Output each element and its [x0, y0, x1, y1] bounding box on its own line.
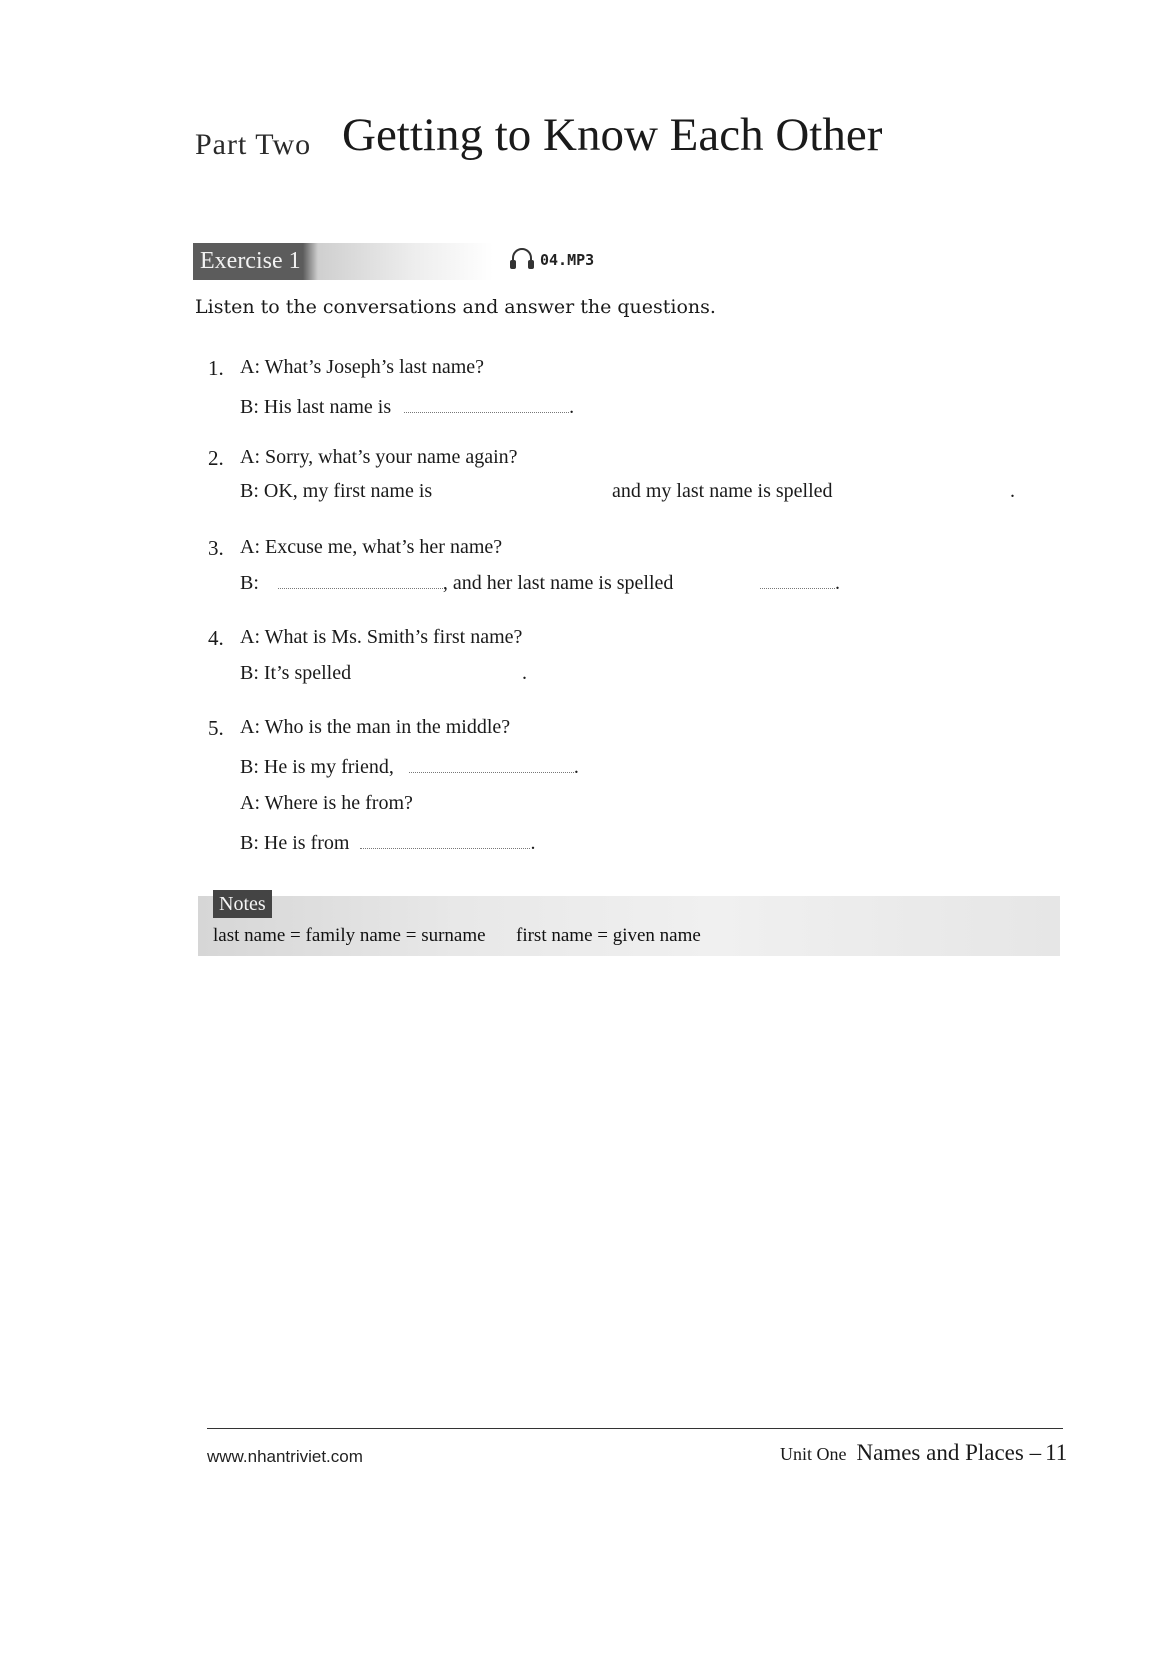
question-number: 1. — [208, 356, 224, 380]
question-b-line — [240, 394, 574, 419]
headphones-icon — [507, 244, 537, 274]
question-b-line — [240, 754, 579, 779]
answer-blank[interactable] — [760, 570, 835, 589]
question-number: 5. — [208, 716, 224, 740]
question-a-line: A: Excuse me, what’s her name? — [240, 536, 503, 558]
footer-url: www.nhantriviet.com — [207, 1447, 363, 1466]
answer-period: . — [522, 662, 527, 684]
answer-prefix: B: He is from — [240, 832, 350, 854]
part-label: Part Two — [195, 128, 312, 161]
question-number: 3. — [208, 536, 224, 560]
question-b-line: B: It’s spelled — [240, 662, 352, 684]
answer-period: . — [573, 756, 579, 778]
footer-page-number: 11 — [1045, 1440, 1068, 1465]
footer-unit: Unit One — [780, 1444, 847, 1464]
footer-unit-info — [780, 1440, 1067, 1466]
question-a-line: A: Who is the man in the middle? — [240, 716, 511, 738]
answer-period: . — [569, 396, 575, 418]
notes-first-name: first name = given name — [516, 925, 701, 946]
notes-last-name: last name = family name = surname — [213, 925, 486, 946]
question-d-line — [240, 830, 535, 855]
question-number: 2. — [208, 446, 224, 470]
answer-blank[interactable] — [278, 570, 443, 589]
page-title: Getting to Know Each Other — [342, 109, 883, 161]
question-a-line: A: What is Ms. Smith’s first name? — [240, 626, 523, 648]
notes-label: Notes — [213, 890, 272, 918]
answer-prefix: B: OK, my first name is — [240, 480, 433, 502]
answer-blank[interactable] — [360, 830, 530, 849]
question-b-mid: and my last name is spelled — [612, 480, 833, 502]
answer-period: . — [1010, 480, 1015, 502]
answer-line-3b — [760, 570, 840, 595]
audio-file-label: 04.MP3 — [540, 251, 595, 269]
question-c-line: A: Where is he from? — [240, 792, 413, 814]
footer-section: Names and Places – — [856, 1440, 1042, 1465]
question-a-line: A: What’s Joseph’s last name? — [240, 356, 485, 378]
answer-prefix: B: His last name is — [240, 396, 392, 418]
exercise-label: Exercise 1 — [200, 248, 301, 274]
answer-period: . — [530, 832, 536, 854]
question-number: 4. — [208, 626, 224, 650]
answer-period: . — [835, 572, 840, 594]
instruction-text: Listen to the conversations and answer the questions. — [195, 296, 716, 318]
answer-prefix: B: — [240, 572, 259, 594]
footer-rule — [207, 1428, 1063, 1429]
question-b-line — [240, 480, 432, 503]
answer-blank[interactable] — [404, 394, 569, 413]
question-b-line — [240, 570, 673, 595]
question-a-line: A: Sorry, what’s your name again? — [240, 446, 518, 468]
answer-mid: , and her last name is spelled — [442, 572, 674, 594]
answer-prefix: B: He is my friend, — [240, 756, 394, 778]
answer-blank[interactable] — [409, 754, 574, 773]
